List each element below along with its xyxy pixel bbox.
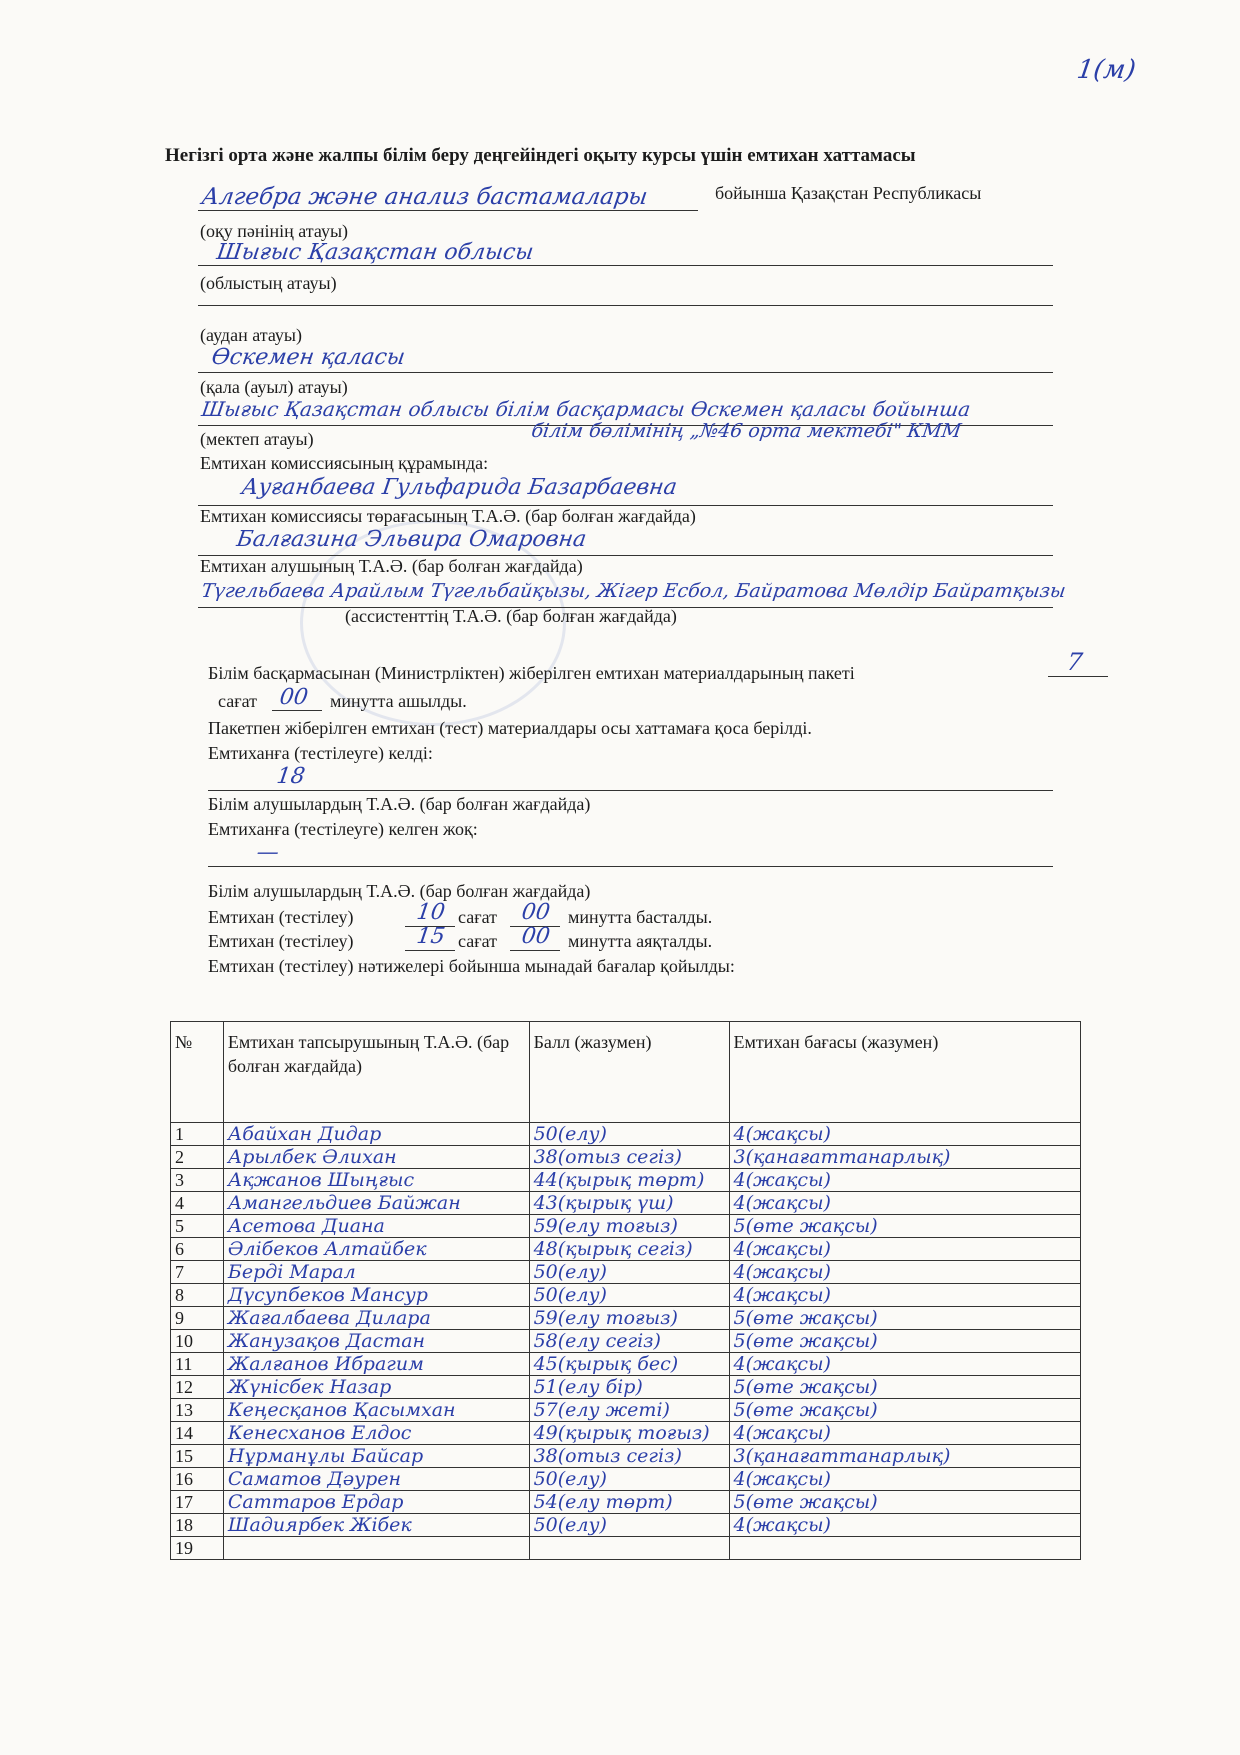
end-suffix: минутта аяқталды. bbox=[568, 931, 713, 951]
package-minute: 00 bbox=[278, 685, 310, 710]
package-hour: 7 bbox=[1065, 648, 1085, 676]
table-row bbox=[171, 1491, 1081, 1514]
subject-label: (оқу пәнінің атауы) bbox=[200, 221, 349, 241]
header-name: Емтихан тапсырушының Т.А.Ә. (бар болған жағдайда) bbox=[223, 1022, 529, 1123]
start-minute: 00 bbox=[520, 900, 552, 925]
table-row bbox=[171, 1192, 1081, 1215]
row-number: 17 bbox=[171, 1491, 224, 1514]
subject-line bbox=[198, 210, 698, 211]
page-number: 1(м) bbox=[1075, 55, 1138, 85]
region-line bbox=[198, 265, 1053, 266]
table-row bbox=[171, 1468, 1081, 1491]
row-number: 15 bbox=[171, 1445, 224, 1468]
row-number: 9 bbox=[171, 1307, 224, 1330]
row-score: 48(қырық сегіз) bbox=[529, 1238, 729, 1261]
header-number: № bbox=[171, 1022, 224, 1123]
table-row bbox=[171, 1353, 1081, 1376]
row-name: Кенесханов Елдос bbox=[223, 1422, 529, 1445]
row-score: 59(елу тоғыз) bbox=[529, 1215, 729, 1238]
package-text: Білім басқармасынан (Министрліктен) жіберілген емтихан материалдарының пакеті bbox=[208, 663, 855, 683]
row-name: Абайхан Дидар bbox=[223, 1123, 529, 1146]
row-name: Асетова Диана bbox=[223, 1215, 529, 1238]
arrived-value: 18 bbox=[275, 764, 307, 789]
row-number: 4 bbox=[171, 1192, 224, 1215]
school-label: (мектеп атауы) bbox=[200, 429, 314, 449]
row-number: 7 bbox=[171, 1261, 224, 1284]
package-minute-line bbox=[272, 710, 322, 711]
table-row bbox=[171, 1123, 1081, 1146]
row-number: 10 bbox=[171, 1330, 224, 1353]
row-name: Жүнісбек Назар bbox=[223, 1376, 529, 1399]
row-grade: 4(жақсы) bbox=[729, 1422, 1080, 1445]
region-label: (облыстың атауы) bbox=[200, 273, 337, 293]
row-number: 16 bbox=[171, 1468, 224, 1491]
row-grade: 3(қанағаттанарлық) bbox=[729, 1146, 1080, 1169]
row-name: Нұрманұлы Байсар bbox=[223, 1445, 529, 1468]
row-number: 12 bbox=[171, 1376, 224, 1399]
header-grade: Емтихан бағасы (жазумен) bbox=[729, 1022, 1080, 1123]
arrived-line bbox=[208, 790, 1053, 791]
absent-fio-label: Білім алушылардың Т.А.Ә. (бар болған жағдайда) bbox=[208, 881, 591, 901]
row-grade: 5(өте жақсы) bbox=[729, 1491, 1080, 1514]
row-name: Жағалбаева Дилара bbox=[223, 1307, 529, 1330]
row-score: 44(қырық төрт) bbox=[529, 1169, 729, 1192]
row-score bbox=[529, 1537, 729, 1560]
chairman-value: Ауғанбаева Гульфарида Базарбаевна bbox=[240, 475, 679, 500]
row-number: 18 bbox=[171, 1514, 224, 1537]
row-name: Шадиярбек Жібек bbox=[223, 1514, 529, 1537]
row-name: Әлібеков Алтайбек bbox=[223, 1238, 529, 1261]
examiner-value: Балғазина Эльвира Омаровна bbox=[235, 527, 588, 552]
grades-intro: Емтихан (тестілеу) нәтижелері бойынша мынадай бағалар қойылды: bbox=[208, 956, 735, 976]
row-grade bbox=[729, 1537, 1080, 1560]
row-score: 57(елу жеті) bbox=[529, 1399, 729, 1422]
row-grade: 4(жақсы) bbox=[729, 1514, 1080, 1537]
row-score: 58(елу сегіз) bbox=[529, 1330, 729, 1353]
start-hour: 10 bbox=[415, 900, 447, 925]
table-row bbox=[171, 1169, 1081, 1192]
table-row bbox=[171, 1238, 1081, 1261]
row-grade: 5(өте жақсы) bbox=[729, 1215, 1080, 1238]
row-grade: 3(қанағаттанарлық) bbox=[729, 1445, 1080, 1468]
table-row bbox=[171, 1284, 1081, 1307]
arrived-label: Емтиханға (тестілеуге) келді: bbox=[208, 743, 433, 763]
table-header-row bbox=[171, 1022, 1081, 1123]
table-row bbox=[171, 1261, 1081, 1284]
table-row bbox=[171, 1215, 1081, 1238]
start-suffix: минутта басталды. bbox=[568, 907, 713, 927]
end-hour-label: сағат bbox=[458, 931, 497, 951]
row-score: 38(отыз сегіз) bbox=[529, 1146, 729, 1169]
row-number: 6 bbox=[171, 1238, 224, 1261]
row-score: 50(елу) bbox=[529, 1514, 729, 1537]
district-label: (аудан атауы) bbox=[200, 325, 302, 345]
row-number: 8 bbox=[171, 1284, 224, 1307]
row-name: Жанузақов Дастан bbox=[223, 1330, 529, 1353]
end-hour: 15 bbox=[415, 924, 447, 949]
row-score: 43(қырық үш) bbox=[529, 1192, 729, 1215]
row-score: 59(елу тоғыз) bbox=[529, 1307, 729, 1330]
commission-intro: Емтихан комиссиясының құрамында: bbox=[200, 453, 489, 473]
row-name: Дүсупбеков Мансур bbox=[223, 1284, 529, 1307]
subject-value: Алгебра және анализ бастамалары bbox=[200, 184, 650, 210]
row-number: 5 bbox=[171, 1215, 224, 1238]
table-row bbox=[171, 1399, 1081, 1422]
row-name: Кеңесқанов Қасымхан bbox=[223, 1399, 529, 1422]
row-score: 54(елу төрт) bbox=[529, 1491, 729, 1514]
row-grade: 4(жақсы) bbox=[729, 1169, 1080, 1192]
row-name: Ақжанов Шыңғыс bbox=[223, 1169, 529, 1192]
row-number: 13 bbox=[171, 1399, 224, 1422]
table-row bbox=[171, 1330, 1081, 1353]
row-grade: 4(жақсы) bbox=[729, 1123, 1080, 1146]
region-value: Шығыс Қазақстан облысы bbox=[215, 240, 536, 265]
page-title: Негізгі орта және жалпы білім беру деңгейіндегі оқыту курсы үшін емтихан хаттамасы bbox=[165, 145, 916, 166]
row-name: Берді Марал bbox=[223, 1261, 529, 1284]
district-line bbox=[198, 305, 1053, 306]
row-grade: 4(жақсы) bbox=[729, 1353, 1080, 1376]
row-name: Жалғанов Ибрагим bbox=[223, 1353, 529, 1376]
absent-line bbox=[208, 866, 1053, 867]
city-value: Өскемен қаласы bbox=[210, 345, 407, 370]
start-prefix: Емтихан (тестілеу) bbox=[208, 907, 354, 927]
row-grade: 5(өте жақсы) bbox=[729, 1307, 1080, 1330]
row-grade: 4(жақсы) bbox=[729, 1192, 1080, 1215]
row-grade: 4(жақсы) bbox=[729, 1238, 1080, 1261]
end-prefix: Емтихан (тестілеу) bbox=[208, 931, 354, 951]
row-number: 2 bbox=[171, 1146, 224, 1169]
row-number: 11 bbox=[171, 1353, 224, 1376]
package-hour-line bbox=[1048, 676, 1108, 677]
subject-suffix: бойынша Қазақстан Республикасы bbox=[715, 183, 982, 203]
row-number: 19 bbox=[171, 1537, 224, 1560]
end-minute-line bbox=[510, 950, 560, 951]
table-row bbox=[171, 1445, 1081, 1468]
row-number: 14 bbox=[171, 1422, 224, 1445]
materials-note: Пакетпен жіберілген емтихан (тест) материалдары осы хаттамаға қоса берілді. bbox=[208, 718, 812, 738]
row-score: 49(қырық тоғыз) bbox=[529, 1422, 729, 1445]
table-row bbox=[171, 1146, 1081, 1169]
row-score: 38(отыз сегіз) bbox=[529, 1445, 729, 1468]
header-score: Балл (жазумен) bbox=[529, 1022, 729, 1123]
row-name: Амангельдиев Байжан bbox=[223, 1192, 529, 1215]
row-score: 50(елу) bbox=[529, 1123, 729, 1146]
end-hour-line bbox=[405, 950, 455, 951]
row-grade: 5(өте жақсы) bbox=[729, 1330, 1080, 1353]
row-grade: 4(жақсы) bbox=[729, 1261, 1080, 1284]
end-minute: 00 bbox=[520, 924, 552, 949]
row-name: Саматов Дәурен bbox=[223, 1468, 529, 1491]
row-name: Арылбек Әлихан bbox=[223, 1146, 529, 1169]
row-grade: 5(өте жақсы) bbox=[729, 1399, 1080, 1422]
school-value-line2: білім бөлімінің „№46 орта мектебі" КММ bbox=[530, 420, 963, 442]
package-minute-suffix: минутта ашылды. bbox=[330, 691, 467, 711]
row-name: Саттаров Ердар bbox=[223, 1491, 529, 1514]
row-score: 50(елу) bbox=[529, 1284, 729, 1307]
package-hour-label: сағат bbox=[218, 691, 257, 711]
absent-label: Емтиханға (тестілеуге) келген жоқ: bbox=[208, 819, 478, 839]
arrived-fio-label: Білім алушылардың Т.А.Ә. (бар болған жағдайда) bbox=[208, 794, 591, 814]
start-hour-label: сағат bbox=[458, 907, 497, 927]
row-score: 45(қырық бес) bbox=[529, 1353, 729, 1376]
assistants-label: (ассистенттің Т.А.Ә. (бар болған жағдайда) bbox=[345, 606, 677, 626]
table-row bbox=[171, 1307, 1081, 1330]
assistants-value: Түгельбаева Арайлым Түгельбайқызы, Жігер Есбол, Байратова Мөлдір Байратқызы bbox=[200, 580, 1068, 602]
row-grade: 4(жақсы) bbox=[729, 1284, 1080, 1307]
table-row bbox=[171, 1376, 1081, 1399]
table-row bbox=[171, 1537, 1081, 1560]
row-score: 51(елу бір) bbox=[529, 1376, 729, 1399]
city-line bbox=[198, 372, 1053, 373]
school-value-line1: Шығыс Қазақстан облысы білім басқармасы Өскемен қаласы бойынша bbox=[200, 397, 972, 421]
row-grade: 4(жақсы) bbox=[729, 1468, 1080, 1491]
row-name bbox=[223, 1537, 529, 1560]
city-label: (қала (ауыл) атауы) bbox=[200, 377, 348, 397]
results-table bbox=[170, 1021, 1081, 1560]
row-score: 50(елу) bbox=[529, 1261, 729, 1284]
absent-value: — bbox=[255, 840, 281, 865]
chairman-label: Емтихан комиссиясы төрағасының Т.А.Ә. (бар болған жағдайда) bbox=[200, 506, 696, 526]
table-row bbox=[171, 1514, 1081, 1537]
table-row bbox=[171, 1422, 1081, 1445]
examiner-label: Емтихан алушының Т.А.Ә. (бар болған жағдайда) bbox=[200, 556, 583, 576]
row-number: 3 bbox=[171, 1169, 224, 1192]
row-grade: 5(өте жақсы) bbox=[729, 1376, 1080, 1399]
row-number: 1 bbox=[171, 1123, 224, 1146]
row-score: 50(елу) bbox=[529, 1468, 729, 1491]
